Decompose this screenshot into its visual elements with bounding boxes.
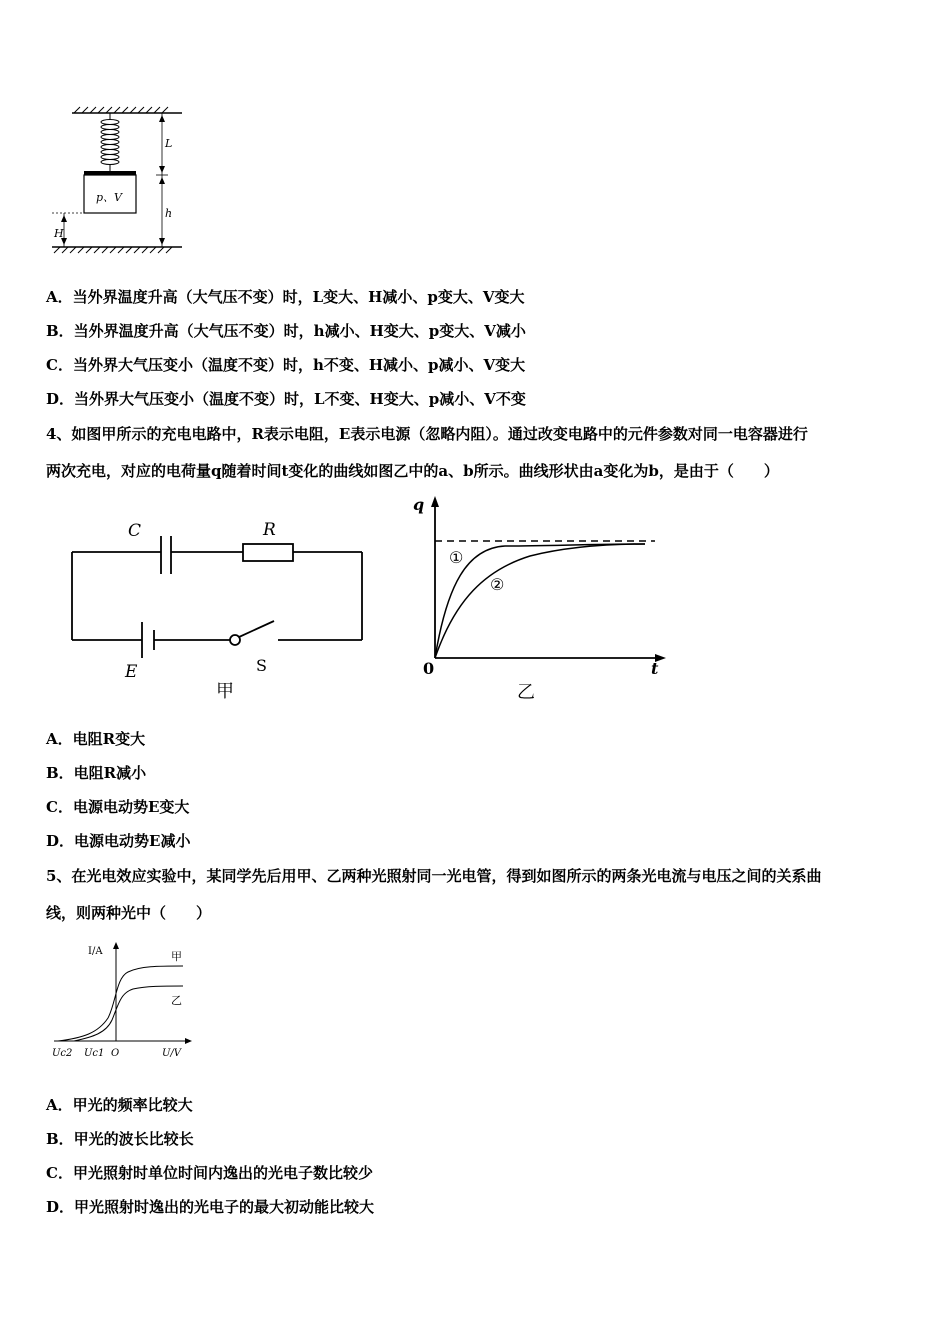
axis-ia-label: I/A <box>88 946 103 957</box>
q3-option-b: B．当外界温度升高（大气压不变）时，h减小、H变大、p变大、V减小 <box>46 322 526 340</box>
origin-o-label: O <box>111 1048 120 1059</box>
axis-t-label: t <box>651 659 659 678</box>
label-pV: p、V <box>96 191 122 204</box>
photocurrent-voltage-graph <box>48 938 198 1068</box>
uc2-label: Uc2 <box>52 1048 73 1059</box>
curve-2-label: ② <box>490 575 505 594</box>
graph-caption: 乙 <box>517 682 535 703</box>
q4-stem-line2: 两次充电，对应的电荷量q随着时间t变化的曲线如图乙中的a、b所示。曲线形状由a变化为b，是由于（ ） <box>46 462 779 480</box>
curve-1-label: ① <box>449 548 464 567</box>
axis-q-label: q <box>413 495 425 514</box>
q4-option-d: D．电源电动势E减小 <box>46 832 191 850</box>
curve-yi-label: 乙 <box>171 994 182 1007</box>
q5-option-d: D．甲光照射时逸出的光电子的最大初动能比较大 <box>46 1198 375 1216</box>
q5-stem-line2: 线，则两种光中（ ） <box>46 904 212 922</box>
label-H: H <box>54 227 64 240</box>
q5-option-a: A．甲光的频率比较大 <box>46 1096 193 1114</box>
label-h: h <box>165 207 173 220</box>
q5-option-b: B．甲光的波长比较长 <box>46 1130 194 1148</box>
origin-label: 0 <box>423 659 435 678</box>
charging-circuit-figure <box>60 510 380 705</box>
q3-option-c: C．当外界大气压变小（温度不变）时，h不变、H减小、p减小、V变大 <box>46 356 526 374</box>
label-E: E <box>125 662 138 682</box>
q4-option-a: A．电阻R变大 <box>46 730 146 748</box>
label-R: R <box>263 520 276 540</box>
q5-stem-line1: 5、在光电效应实验中，某同学先后用甲、乙两种光照射同一光电管，得到如图所示的两条光电流与电压之间的关系曲 <box>46 867 822 885</box>
q5-option-c: C．甲光照射时单位时间内逸出的光电子数比较少 <box>46 1164 373 1182</box>
axis-uv-label: U/V <box>162 1048 182 1059</box>
spring-cylinder-figure <box>50 105 190 255</box>
curve-jia-label: 甲 <box>171 950 182 963</box>
circuit-caption: 甲 <box>216 681 234 702</box>
q3-option-d: D．当外界大气压变小（温度不变）时，L不变、H变大、p减小、V不变 <box>46 390 526 408</box>
charge-time-graph <box>405 490 675 705</box>
label-C: C <box>128 521 142 541</box>
q4-option-c: C．电源电动势E变大 <box>46 798 190 816</box>
q3-option-a: A．当外界温度升高（大气压不变）时，L变大、H减小、p变大、V变大 <box>46 288 525 306</box>
uc1-label: Uc1 <box>84 1048 105 1059</box>
label-L: L <box>165 137 173 150</box>
q4-option-b: B．电阻R减小 <box>46 764 147 782</box>
label-S: S <box>256 656 267 675</box>
q4-stem-line1: 4、如图甲所示的充电电路中，R表示电阻，E表示电源（忽略内阻）。通过改变电路中的元件参数对同一电容器进行 <box>46 425 808 443</box>
